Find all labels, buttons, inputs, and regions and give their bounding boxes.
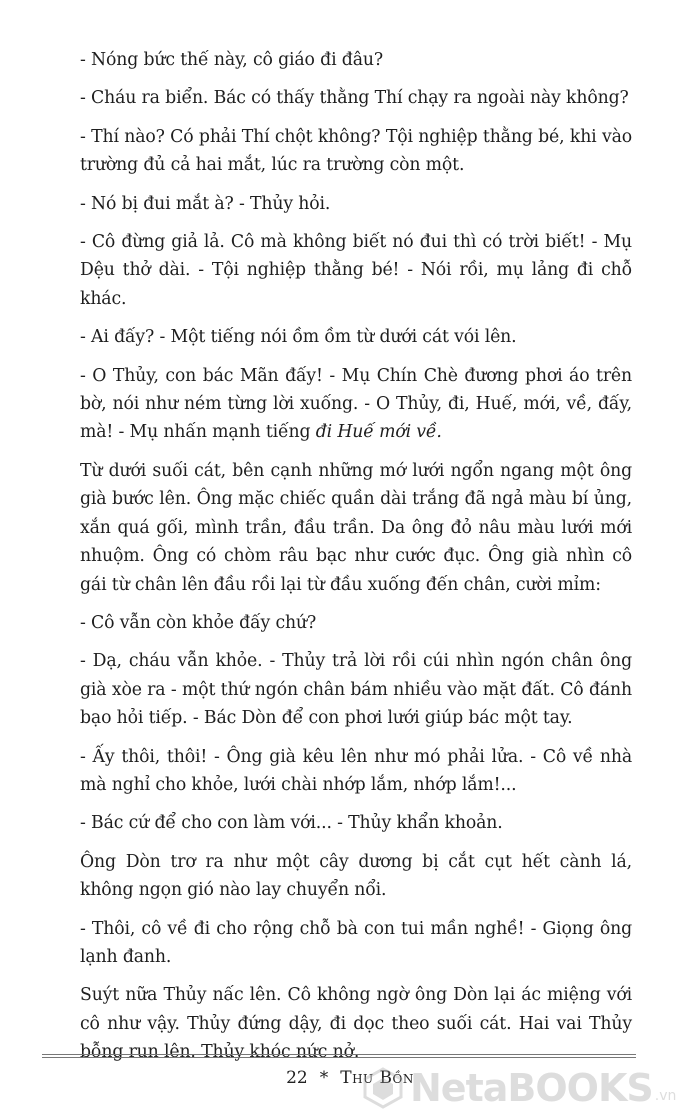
netabooks-logo-icon <box>362 1067 404 1109</box>
paragraph: - Cô đừng giả lả. Cô mà không biết nó đui thì có trời biết! - Mụ Dệu thở dài. - Tội nghiệp thằng bé! - Nói rồi, mụ lảng đi chỗ khác. <box>80 232 632 309</box>
paragraph-text: - O Thủy, con bác Mãn đấy! - Mụ Chín Chè đương phơi áo trên bờ, nói như ném từng lời xuống. - O Thủy, đi, Huế, mới, về, đấy, mà! - Mụ nhấn mạnh tiếng <box>80 365 632 443</box>
paragraph: - Bác cứ để cho con làm với... - Thủy khẩn khoản. <box>80 813 503 834</box>
emphasis-text: đi Huế mới về. <box>315 422 442 443</box>
paragraph-with-emphasis <box>80 362 632 447</box>
watermark-text: NetaBOOKS <box>410 1066 653 1110</box>
page-body <box>80 46 632 1077</box>
paragraph: - Cô vẫn còn khỏe đấy chứ? <box>80 612 317 633</box>
paragraph: - Ấy thôi, thôi! - Ông già kêu lên như mó phải lửa. - Cô về nhà mà nghỉ cho khỏe, lưới chài nhớp lắm, nhớp lắm!... <box>80 746 632 795</box>
paragraph: - Dạ, cháu vẫn khỏe. - Thủy trả lời rồi cúi nhìn ngón chân ông già xòe ra - một thứ ngón chân bám nhiều vào mặt đất. Cô đánh bạo hỏi tiếp. - Bác Dòn để con phơi lưới giúp bác một tay. <box>80 651 632 729</box>
paragraph: - Nóng bức thế này, cô giáo đi đâu? <box>80 50 383 70</box>
paragraph: - Cháu ra biển. Bác có thấy thằng Thí chạy ra ngoài này không? <box>80 88 629 109</box>
paragraph: - Thôi, cô về đi cho rộng chỗ bà con tui mần nghề! - Giọng ông lạnh đanh. <box>80 918 632 967</box>
book-title: Thu Bồn <box>340 1068 414 1088</box>
page-number: 22 <box>286 1068 308 1088</box>
paragraph: - Ai đấy? - Một tiếng nói ồm ồm từ dưới cát vói lên. <box>80 327 517 348</box>
paragraph: - Nó bị đui mắt à? - Thủy hỏi. <box>80 193 331 214</box>
watermark <box>362 1062 676 1114</box>
footer-rule <box>42 1054 636 1058</box>
watermark-suffix: .vn <box>654 1088 677 1104</box>
paragraph: Ông Dòn trơ ra như một cây dương bị cắt cụt hết cành lá, không ngọn gió nào lay chuyển nổi. <box>80 851 632 901</box>
paragraph: - Thí nào? Có phải Thí chột không? Tội nghiệp thằng bé, khi vào trường đủ cả hai mắt, lúc ra trường còn một. <box>80 126 632 176</box>
footer-separator: * <box>319 1068 329 1088</box>
paragraph: Từ dưới suối cát, bên cạnh những mớ lưới ngổn ngang một ông già bước lên. Ông mặc chiếc quần dài trắng đã ngả màu bí ủng, xắn quá gối, mình trần, đầu trần. Da ông đỏ nâu màu lưới mới nhuộm. Ông có chòm râu bạc như cước đục. Ông già nhìn cô gái từ chân lên đầu rồi lại từ đầu xuống đến chân, cười mỉm: <box>80 460 632 595</box>
paragraph: Suýt nữa Thủy nấc lên. Cô không ngờ ông Dòn lại ác miệng với cô như vậy. Thủy đứng dậy, đi dọc theo suối cát. Hai vai Thủy bỗng run lên. Thủy khóc nức nở. <box>80 985 632 1063</box>
